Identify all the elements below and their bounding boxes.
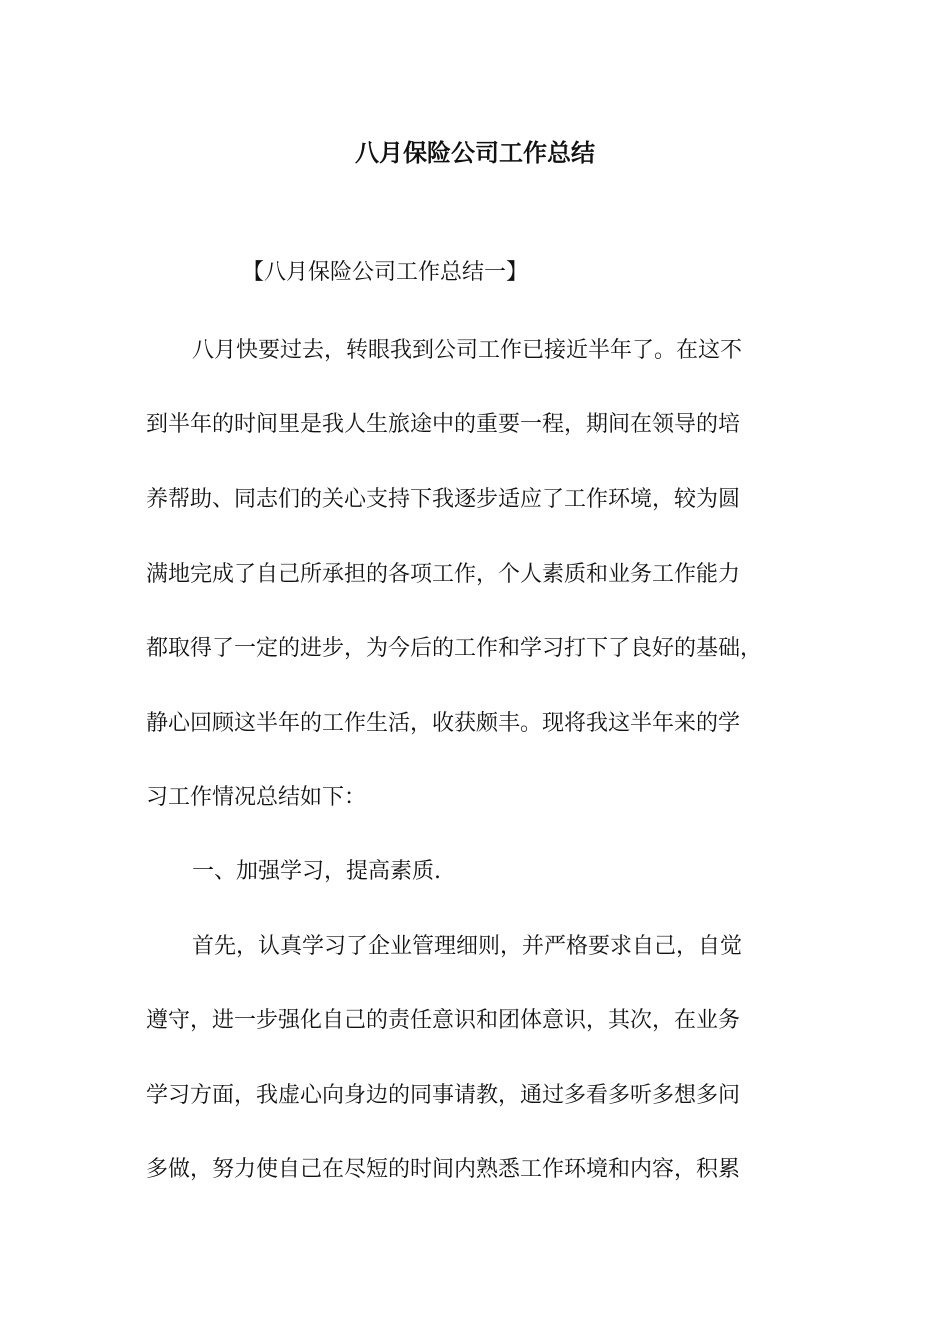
point-heading: 一、加强学习，提高素质. — [192, 859, 441, 884]
paragraph-line: 习工作情况总结如下： — [146, 785, 367, 810]
paragraph-line: 到半年的时间里是我人生旅途中的重要一程，期间在领导的培 — [146, 412, 741, 437]
paragraph-line: 八月快要过去，转眼我到公司工作已接近半年了。在这不 — [192, 338, 743, 363]
paragraph-line: 学习方面，我虚心向身边的同事请教，通过多看多听多想多问 — [146, 1083, 741, 1108]
paragraph-line: 首先，认真学习了企业管理细则，并严格要求自己，自觉 — [192, 934, 743, 959]
paragraph-line: 都取得了一定的进步，为今后的工作和学习打下了良好的基础， — [146, 636, 763, 661]
section-heading: 【八月保险公司工作总结一】 — [242, 260, 529, 285]
paragraph-line: 养帮助、同志们的关心支持下我逐步适应了工作环境，较为圆 — [146, 487, 741, 512]
paragraph-line: 遵守，进一步强化自己的责任意识和团体意识，其次，在业务 — [146, 1008, 741, 1033]
paragraph-line: 静心回顾这半年的工作生活，收获颇丰。现将我这半年来的学 — [146, 711, 741, 736]
paragraph-line: 满地完成了自己所承担的各项工作，个人素质和业务工作能力 — [146, 562, 741, 587]
paragraph-line: 多做，努力使自己在尽短的时间内熟悉工作环境和内容，积累 — [146, 1157, 741, 1182]
document-title: 八月保险公司工作总结 — [355, 138, 595, 167]
